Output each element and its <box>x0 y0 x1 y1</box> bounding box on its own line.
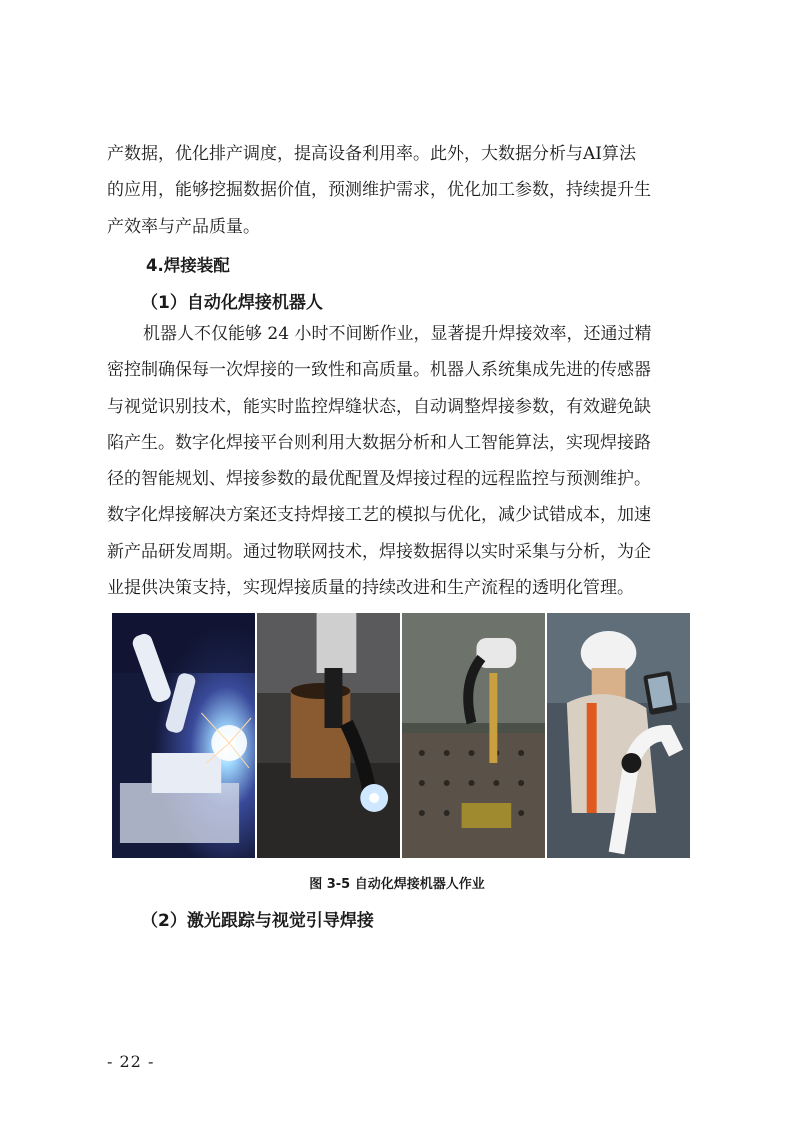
text-line: 与视觉识别技术，能实时监控焊缝状态，自动调整焊接参数，有效避免缺 <box>107 396 651 417</box>
body-paragraph <box>107 316 697 606</box>
text-line: 新产品研发周期。通过物联网技术，焊接数据得以实时采集与分析，为企 <box>107 541 651 562</box>
page-number: - 22 - <box>107 1052 155 1071</box>
subsection-heading-2: （2）激光跟踪与视觉引导焊接 <box>141 911 374 931</box>
figure-welding-robots <box>112 613 690 858</box>
intro-paragraph <box>107 136 697 245</box>
text-line: 产效率与产品质量。 <box>107 216 260 237</box>
figure-caption: 图 3-5 自动化焊接机器人作业 <box>309 877 485 892</box>
text-line: 数字化焊接解决方案还支持焊接工艺的模拟与优化，减少试错成本，加速 <box>107 505 651 526</box>
text-line: 密控制确保每一次焊接的一致性和高质量。机器人系统集成先进的传感器 <box>107 360 651 381</box>
text-line: 的应用，能够挖掘数据价值，预测维护需求，优化加工参数，持续提升生 <box>107 180 651 201</box>
text-line: 业提供决策支持，实现焊接质量的持续改进和生产流程的透明化管理。 <box>107 578 634 599</box>
torch-welding-pipe-photo <box>257 613 400 858</box>
section-heading: 4.焊接装配 <box>146 256 230 275</box>
text-line: 陷产生。数字化焊接平台则利用大数据分析和人工智能算法，实现焊接路 <box>107 432 651 453</box>
text-line: 径的智能规划、焊接参数的最优配置及焊接过程的远程监控与预测维护。 <box>107 469 651 490</box>
subsection-heading-1: （1）自动化焊接机器人 <box>141 293 323 313</box>
text-line: 产数据，优化排产调度，提高设备利用率。此外，大数据分析与AI算法 <box>107 144 636 164</box>
welding-table-robot-photo <box>402 613 545 858</box>
worker-with-cobot-photo <box>547 613 690 858</box>
robot-arm-welding-photo <box>112 613 255 858</box>
text-line: 机器人不仅能够 24 小时不间断作业，显著提升焊接效率，还通过精 <box>143 324 652 344</box>
